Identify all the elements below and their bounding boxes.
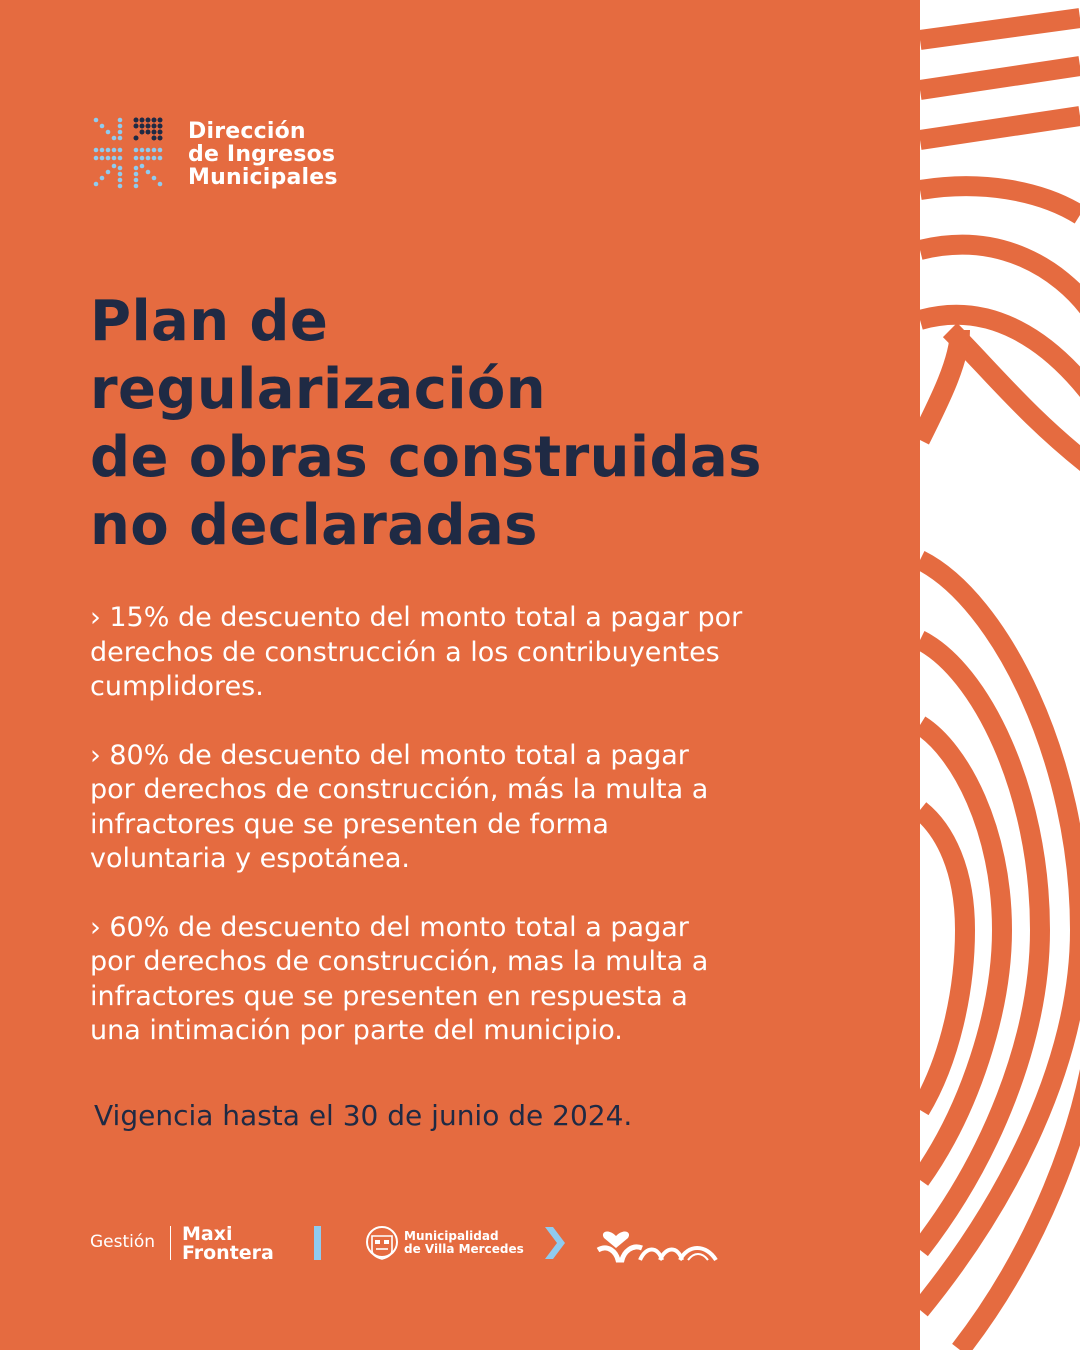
gestion-label: Gestión	[90, 1232, 156, 1252]
benefit-line: › 80% de descuento del monto total a pagar	[90, 739, 689, 771]
benefit-item	[90, 911, 900, 1049]
footer-logos	[90, 1222, 750, 1266]
title-line: de obras construidas	[90, 425, 762, 490]
benefit-line: derechos de construcción a los contribuyentes	[90, 636, 720, 668]
benefit-line: cumplidores.	[90, 671, 264, 702]
logo-line: Municipales	[188, 165, 338, 190]
benefit-line: › 60% de descuento del monto total a pagar	[90, 911, 689, 943]
municipalidad-logo	[404, 1230, 524, 1256]
benefits-list	[90, 601, 900, 1083]
muni-line: de Villa Mercedes	[404, 1242, 524, 1256]
benefit-line: una intimación por parte del municipio.	[90, 1015, 623, 1046]
divider	[170, 1226, 171, 1260]
logo-name	[188, 120, 338, 189]
logo-line: de Ingresos	[188, 142, 336, 167]
benefit-line: › 15% de descuento del monto total a pagar por	[90, 602, 743, 633]
title-line: regularización	[90, 357, 547, 422]
benefit-item	[90, 739, 900, 877]
heart-hills-brand-icon	[596, 1222, 722, 1266]
decorative-stripes	[920, 0, 1080, 1350]
muni-line: Municipalidad	[404, 1229, 499, 1243]
benefit-item	[90, 601, 900, 705]
logo-block	[92, 112, 392, 196]
benefit-line: por derechos de construcción, mas la multa a	[90, 946, 709, 977]
benefit-line: infractores que se presenten de forma	[90, 808, 609, 840]
maxi-frontera-logo	[182, 1225, 274, 1263]
page-title	[90, 288, 890, 560]
maxi-line: Maxi	[182, 1223, 233, 1245]
validity-note: Vigencia hasta el 30 de junio de 2024.	[94, 1099, 633, 1132]
benefit-line: infractores que se presenten en respuesta a	[90, 980, 688, 1012]
maxi-line: Frontera	[182, 1242, 274, 1264]
chevron-right-icon	[543, 1225, 567, 1261]
municipal-seal-icon	[366, 1222, 398, 1262]
title-line: Plan de	[90, 289, 329, 354]
blue-divider	[314, 1226, 321, 1260]
logo-line: Dirección	[188, 119, 306, 144]
benefit-line: por derechos de construcción, más la multa a	[90, 774, 709, 805]
title-line: no declaradas	[90, 493, 538, 558]
benefit-line: voluntaria y espotánea.	[90, 843, 410, 874]
arrows-grid-logo-icon	[92, 112, 168, 192]
